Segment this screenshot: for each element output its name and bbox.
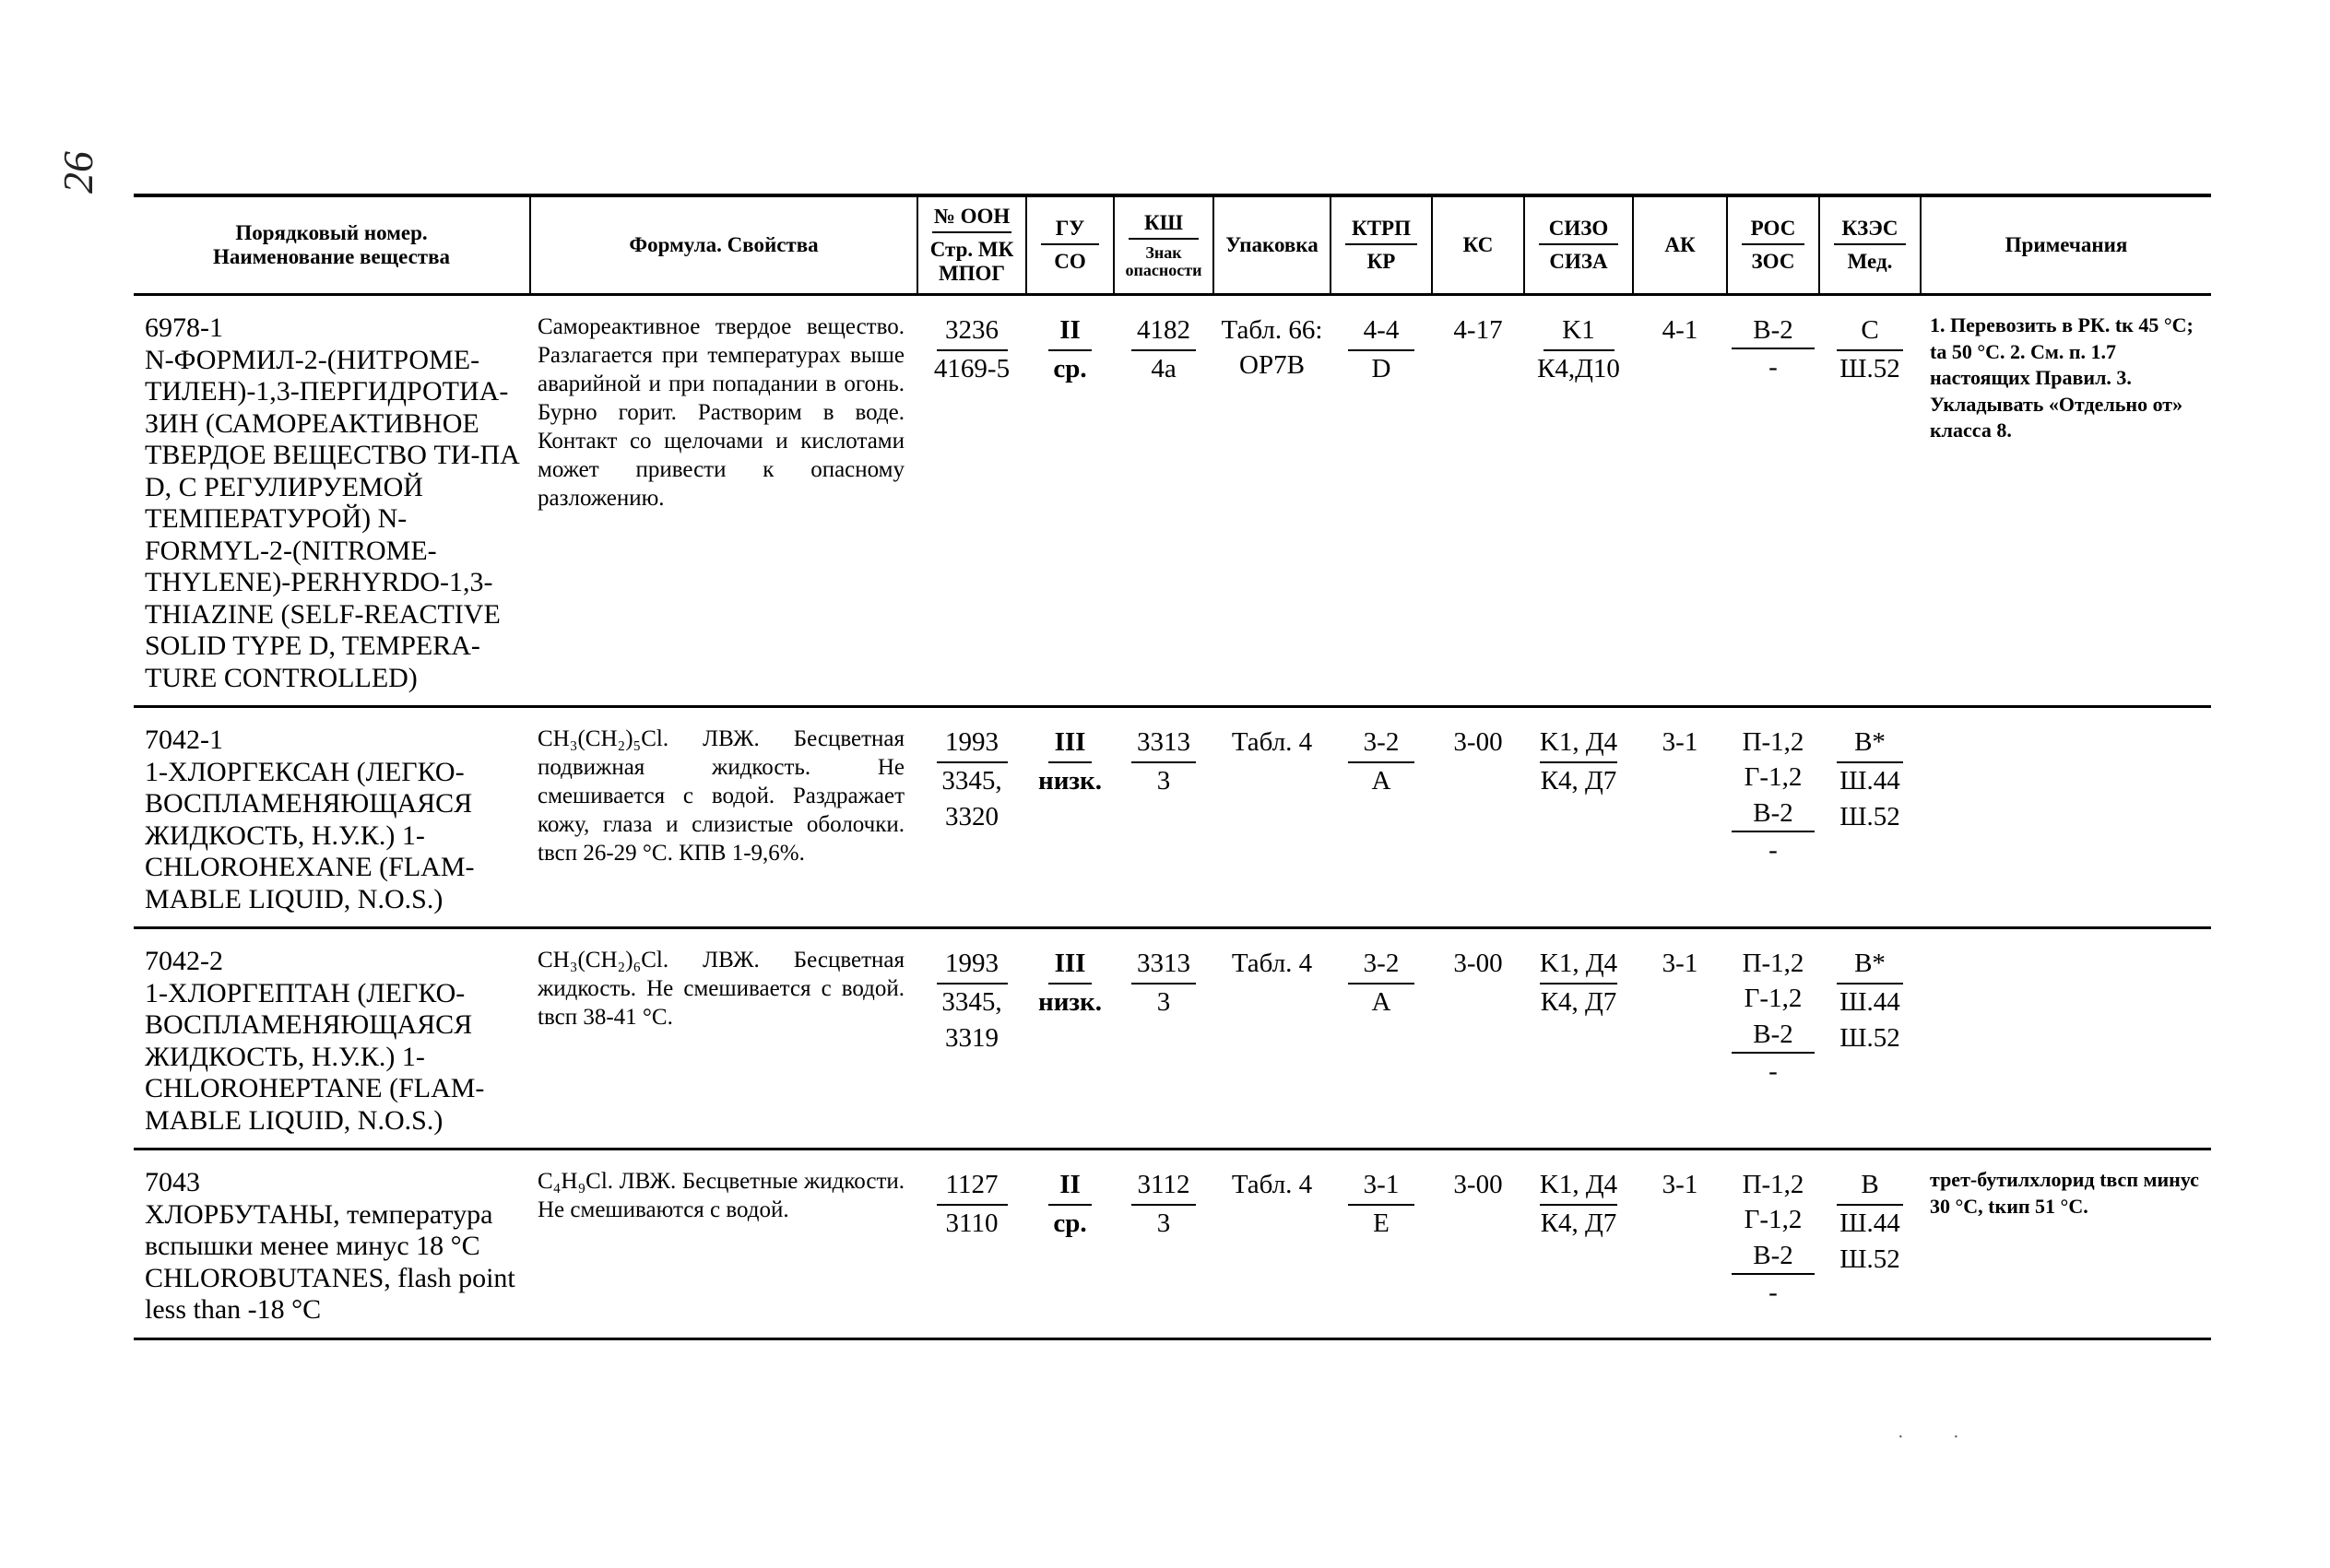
sizo-value: K1, Д4 xyxy=(1540,946,1617,984)
properties-text: Самореактивное твердое вещество. Разлагается при температурах выше аварийной и при попадании в огонь. Бурно горит. Растворим в воде. Контакт со щелочами и кислотами может привести к опасному разложению. xyxy=(538,314,905,511)
ros-zos-value: Г-1,2 xyxy=(1744,762,1803,793)
substance-name: 1-ХЛОРГЕПТАН (ЛЕГКО-ВОСПЛАМЕНЯЮЩАЯСЯ ЖИДКОСТЬ, Н.У.К.) 1-CHLOROHEPTANE (FLAM-MABLE LIQUID, N.O.S.) xyxy=(145,977,485,1136)
header-packaging: Упаковка xyxy=(1213,195,1331,295)
co-value: ср. xyxy=(1053,1208,1087,1239)
ros-zos-value: В-2 xyxy=(1732,796,1815,832)
kzes-med-value: Ш.52 xyxy=(1839,801,1900,831)
properties-text: ЛВЖ. Бесцветные жидкости. Не смешиваются с водой. xyxy=(538,1169,905,1222)
header-formula: Формула. Свойства xyxy=(530,195,917,295)
header-un-number: № ООН Стр. МК МПОГ xyxy=(917,195,1026,295)
kzes-value: В* xyxy=(1837,725,1902,763)
hazard-sign-value: 3 xyxy=(1156,987,1171,1018)
kzes-med-value: Ш.52 xyxy=(1839,354,1900,384)
hazard-sign-value: 3 xyxy=(1156,766,1171,796)
table-row xyxy=(134,1149,2211,1339)
packaging-cell xyxy=(1213,928,1331,1149)
ks-cell xyxy=(1432,928,1524,1149)
sizo-cell xyxy=(1524,1149,1633,1339)
co-value: низк. xyxy=(1037,766,1103,796)
gu-value: II xyxy=(1048,312,1093,351)
ktrp-cell xyxy=(1331,707,1432,928)
chemical-formula: CH₃(CH₂)₅Cl. xyxy=(538,726,669,751)
header-kzes: КЗЭС Мед. xyxy=(1819,195,1921,295)
ros-zos-value: Г-1,2 xyxy=(1744,1205,1803,1235)
ktrp-cell xyxy=(1331,1149,1432,1339)
ks-value: 4-17 xyxy=(1453,315,1503,345)
kzes-value: В xyxy=(1837,1167,1902,1206)
header-ros: РОС ЗОС xyxy=(1727,195,1819,295)
ktrp-cell xyxy=(1331,295,1432,707)
packaging-value: Табл. 4 xyxy=(1231,1170,1313,1199)
packaging-cell xyxy=(1213,1149,1331,1339)
header-notes: Примечания xyxy=(1921,195,2211,295)
substance-number: 6978-1 xyxy=(145,312,223,343)
properties-text: ЛВЖ. Бесцветная подвижная жидкость. Не смешивается с водой. Раздражает кожу, глаза и слизистые оболочки. tвсп 26-29 °С. КПВ 1-9,6%. xyxy=(538,726,905,866)
mk-page: 3345, 3319 xyxy=(941,987,1002,1053)
ak-cell xyxy=(1633,928,1727,1149)
kr-value: Е xyxy=(1373,1208,1390,1239)
header-sizo: СИЗО СИЗА xyxy=(1524,195,1633,295)
siza-value: К4, Д7 xyxy=(1540,987,1617,1018)
co-value: низк. xyxy=(1037,987,1103,1018)
header-ktrp: КТРП КР xyxy=(1331,195,1432,295)
substance-cell xyxy=(134,295,530,707)
packaging-cell xyxy=(1213,295,1331,707)
properties-text: ЛВЖ. Бесцветная жидкость. Не смешивается с водой. tвсп 38-41 °С. xyxy=(538,948,905,1030)
substance-cell xyxy=(134,928,530,1149)
ros-zos-value: В-2 xyxy=(1732,1238,1815,1275)
kr-value: D xyxy=(1371,354,1391,384)
ks-value: 3-00 xyxy=(1453,949,1503,978)
ktrp-value: 3-2 xyxy=(1348,946,1413,984)
hazard-sign-value: 3 xyxy=(1156,1208,1171,1239)
chemical-formula: CH₃(CH₂)₆Cl. xyxy=(538,948,669,973)
header-gu: ГУ СО xyxy=(1026,195,1114,295)
gu-cell xyxy=(1026,928,1114,1149)
ksh-cell xyxy=(1114,707,1213,928)
mk-page: 3345, 3320 xyxy=(941,766,1002,831)
ros-cell xyxy=(1727,707,1819,928)
ros-cell xyxy=(1727,1149,1819,1339)
substance-cell xyxy=(134,707,530,928)
un-number-cell xyxy=(917,707,1026,928)
un-number: 1993 xyxy=(937,946,1008,984)
kzes-med-value: Ш.52 xyxy=(1839,1022,1900,1053)
co-value: ср. xyxy=(1053,354,1087,384)
kr-value: А xyxy=(1371,766,1391,796)
ros-zos-value: - xyxy=(1768,1055,1778,1086)
ks-value: 3-00 xyxy=(1453,727,1503,757)
un-number: 1127 xyxy=(937,1167,1008,1206)
table-row xyxy=(134,928,2211,1149)
gu-cell xyxy=(1026,707,1114,928)
ak-cell xyxy=(1633,295,1727,707)
ks-cell xyxy=(1432,1149,1524,1339)
substance-number: 7042-2 xyxy=(145,946,223,976)
kzes-med-value: Ш.52 xyxy=(1839,1244,1900,1274)
kzes-cell xyxy=(1819,295,1921,707)
kzes-cell xyxy=(1819,1149,1921,1339)
gu-value: III xyxy=(1048,725,1093,763)
chemical-formula: C₄H₉Cl. xyxy=(538,1169,614,1194)
ak-cell xyxy=(1633,1149,1727,1339)
ktrp-value: 3-2 xyxy=(1348,725,1413,763)
kzes-cell xyxy=(1819,707,1921,928)
notes-cell xyxy=(1921,928,2211,1149)
ak-value: 3-1 xyxy=(1662,949,1698,978)
packaging-cell xyxy=(1213,707,1331,928)
ksh-value: 3112 xyxy=(1131,1167,1196,1206)
kzes-cell xyxy=(1819,928,1921,1149)
packaging-value: Табл. 66: OP7B xyxy=(1221,315,1323,381)
ros-cell xyxy=(1727,928,1819,1149)
un-number-cell xyxy=(917,1149,1026,1339)
mk-page: 4169-5 xyxy=(933,354,1011,384)
sizo-value: K1 xyxy=(1543,312,1614,351)
substance-number: 7043 xyxy=(145,1167,200,1197)
kzes-med-value: Ш.44 xyxy=(1839,766,1900,796)
kzes-value: С xyxy=(1837,312,1902,351)
ak-value: 3-1 xyxy=(1662,1170,1698,1199)
ros-zos-value: П-1,2 xyxy=(1742,1170,1804,1199)
ros-zos-value: - xyxy=(1768,1277,1778,1307)
ros-zos-value: В-2 xyxy=(1732,312,1815,349)
scan-speck-mark: · xyxy=(1898,1427,1904,1447)
sizo-cell xyxy=(1524,295,1633,707)
gu-value: III xyxy=(1048,946,1093,984)
header-ks: КС xyxy=(1432,195,1524,295)
un-number-cell xyxy=(917,295,1026,707)
ktrp-cell xyxy=(1331,928,1432,1149)
sizo-value: K1, Д4 xyxy=(1540,725,1617,763)
ks-cell xyxy=(1432,295,1524,707)
ksh-cell xyxy=(1114,928,1213,1149)
substance-name: ХЛОРБУТАНЫ, температура вспышки менее минус 18 °С CHLOROBUTANES, flash point less than -18 °С xyxy=(145,1198,515,1325)
scan-speck-mark: · xyxy=(1953,1427,1959,1447)
ros-zos-value: - xyxy=(1768,834,1778,865)
ak-cell xyxy=(1633,707,1727,928)
header-ksh: КШ Знак опасности xyxy=(1114,195,1213,295)
substance-cell xyxy=(134,1149,530,1339)
sizo-cell xyxy=(1524,707,1633,928)
ros-zos-value: - xyxy=(1768,352,1778,383)
mk-page: 3110 xyxy=(945,1208,999,1239)
header-name: Порядковый номер. Наименование вещества xyxy=(134,195,530,295)
ros-zos-value: П-1,2 xyxy=(1742,949,1804,978)
substance-name: N-ФОРМИЛ-2-(НИТРОМЕ-ТИЛЕН)-1,3-ПЕРГИДРОТИА-ЗИН (САМОРЕАКТИВНОЕ ТВЕРДОЕ ВЕЩЕСТВО ТИ-ПА D, С РЕГУЛИРУЕМОЙ ТЕМПЕРАТУРОЙ) N-FORMYL-2-(NITROME-THYLENE)-PERHYRDO-1,3-THIAZINE (SELF-REACTIVE SOLID TYPE D, TEMPERA-TURE CONTROLLED) xyxy=(145,344,520,693)
ros-zos-value: П-1,2 xyxy=(1742,727,1804,757)
siza-value: К4, Д7 xyxy=(1540,766,1617,796)
ak-value: 4-1 xyxy=(1662,315,1698,345)
table-header-row xyxy=(134,195,2211,295)
ksh-cell xyxy=(1114,295,1213,707)
siza-value: К4,Д10 xyxy=(1537,354,1620,384)
properties-cell xyxy=(530,295,917,707)
header-ak: АК xyxy=(1633,195,1727,295)
properties-cell xyxy=(530,707,917,928)
siza-value: К4, Д7 xyxy=(1540,1208,1617,1239)
notes-cell xyxy=(1921,707,2211,928)
ros-zos-value: Г-1,2 xyxy=(1744,984,1803,1014)
sizo-value: K1, Д4 xyxy=(1540,1167,1617,1206)
packaging-value: Табл. 4 xyxy=(1231,727,1313,757)
un-number-cell xyxy=(917,928,1026,1149)
notes-cell xyxy=(1921,1149,2211,1339)
ksh-value: 3313 xyxy=(1131,946,1196,984)
kzes-value: В* xyxy=(1837,946,1902,984)
un-number: 3236 xyxy=(937,312,1008,351)
table-row xyxy=(134,295,2211,707)
table-row xyxy=(134,707,2211,928)
packaging-value: Табл. 4 xyxy=(1231,949,1313,978)
ktrp-value: 3-1 xyxy=(1348,1167,1413,1206)
notes-text: 1. Перевозить в РК. tк 45 °С; tа 50 °С. 2. См. п. 1.7 настоящих Правил. 3. Укладывать «Отдельно от» класса 8. xyxy=(1930,313,2194,442)
properties-cell xyxy=(530,928,917,1149)
dangerous-goods-table xyxy=(134,194,2211,1340)
page-number: 26 xyxy=(54,151,101,194)
kr-value: А xyxy=(1371,987,1391,1018)
ktrp-value: 4-4 xyxy=(1348,312,1413,351)
ros-zos-value: В-2 xyxy=(1732,1017,1815,1054)
properties-cell xyxy=(530,1149,917,1339)
hazard-sign-value: 4а xyxy=(1151,354,1177,384)
notes-text: трет-бутилхлорид tвсп минус 30 °С, tкип 51 °С. xyxy=(1930,1168,2199,1218)
gu-cell xyxy=(1026,1149,1114,1339)
ksh-value: 3313 xyxy=(1131,725,1196,763)
gu-cell xyxy=(1026,295,1114,707)
substance-name: 1-ХЛОРГЕКСАН (ЛЕГКО-ВОСПЛАМЕНЯЮЩАЯСЯ ЖИДКОСТЬ, Н.У.К.) 1-CHLOROHEXANE (FLAM-MABLE LIQUID, N.O.S.) xyxy=(145,756,475,914)
ks-cell xyxy=(1432,707,1524,928)
ak-value: 3-1 xyxy=(1662,727,1698,757)
gu-value: II xyxy=(1048,1167,1093,1206)
ks-value: 3-00 xyxy=(1453,1170,1503,1199)
un-number: 1993 xyxy=(937,725,1008,763)
sizo-cell xyxy=(1524,928,1633,1149)
kzes-med-value: Ш.44 xyxy=(1839,1208,1900,1239)
ksh-value: 4182 xyxy=(1131,312,1196,351)
substance-number: 7042-1 xyxy=(145,725,223,755)
ros-cell xyxy=(1727,295,1819,707)
ksh-cell xyxy=(1114,1149,1213,1339)
notes-cell xyxy=(1921,295,2211,707)
kzes-med-value: Ш.44 xyxy=(1839,987,1900,1018)
